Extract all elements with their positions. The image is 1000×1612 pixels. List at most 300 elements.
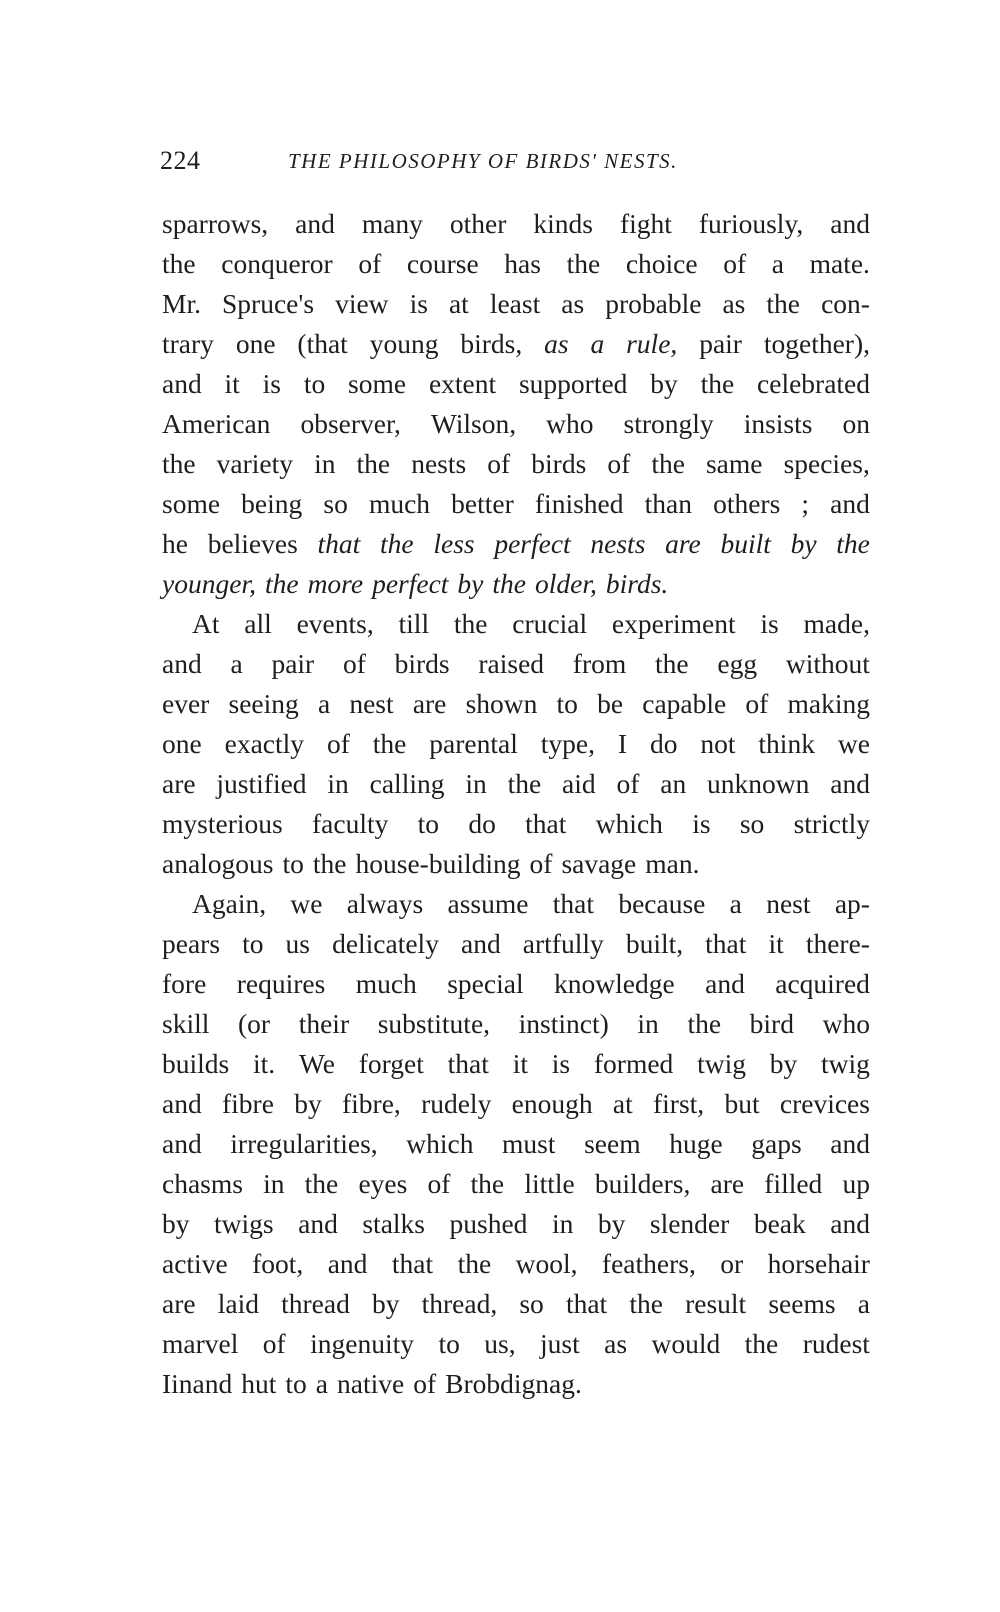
text-line — [162, 1004, 870, 1044]
word: young — [369, 328, 439, 359]
word: nest — [766, 888, 811, 919]
word: till — [398, 608, 430, 639]
word: slender — [649, 1208, 730, 1239]
text-line — [162, 604, 870, 644]
word: of — [487, 448, 511, 479]
word: the — [312, 848, 347, 879]
word: wool, — [515, 1248, 578, 1279]
word: feathers, — [601, 1248, 696, 1279]
word: not — [700, 728, 736, 759]
paragraph — [162, 204, 870, 604]
text-line — [162, 324, 870, 364]
paragraph — [162, 884, 870, 1404]
word: twig — [821, 1048, 870, 1079]
word: as — [722, 288, 746, 319]
word: ; — [801, 488, 810, 519]
word: who — [546, 408, 594, 439]
word: (or — [238, 1008, 271, 1039]
word: together), — [763, 328, 870, 359]
word: he — [162, 528, 188, 559]
word: are — [162, 1288, 196, 1319]
word: in — [327, 768, 349, 799]
word: of — [326, 728, 350, 759]
word: rudest — [802, 1328, 870, 1359]
word: just — [540, 1328, 580, 1359]
word: is — [551, 1048, 571, 1079]
word: by — [597, 1208, 626, 1239]
word: but — [724, 1088, 760, 1119]
word: that — [552, 888, 595, 919]
body-text — [162, 204, 870, 1404]
word: a — [230, 648, 243, 679]
word: birds, — [460, 328, 523, 359]
word: the — [304, 1168, 339, 1199]
word: nests — [590, 528, 646, 559]
word: in — [465, 768, 487, 799]
word: in — [263, 1168, 285, 1199]
word: to — [556, 688, 578, 719]
word: as — [561, 288, 585, 319]
word: and — [830, 768, 870, 799]
word: better — [451, 488, 514, 519]
word: species, — [783, 448, 870, 479]
word: the — [470, 1168, 505, 1199]
word: and — [830, 208, 870, 239]
word: must — [502, 1128, 556, 1159]
word: egg — [717, 648, 758, 679]
word: than — [644, 488, 692, 519]
word: horsehair — [767, 1248, 870, 1279]
word: the — [651, 448, 685, 479]
word: unknown — [707, 768, 810, 799]
word: fibre — [222, 1088, 274, 1119]
word: foot, — [252, 1248, 304, 1279]
word: us — [285, 928, 310, 959]
text-line — [162, 1084, 870, 1124]
word: stalks — [362, 1208, 425, 1239]
text-line — [162, 1204, 870, 1244]
word: the — [162, 448, 196, 479]
paragraph — [162, 604, 870, 884]
word: seem — [584, 1128, 641, 1159]
word: an — [660, 768, 687, 799]
text-line — [162, 1284, 870, 1324]
word: of — [413, 1368, 437, 1399]
word: strictly — [793, 808, 870, 839]
word: the — [700, 368, 735, 399]
word: of — [607, 448, 631, 479]
word: I — [617, 728, 628, 759]
text-line — [162, 1164, 870, 1204]
word: savage — [561, 848, 637, 879]
word: rudely — [421, 1088, 492, 1119]
word: and — [298, 1208, 338, 1239]
word: least — [489, 288, 541, 319]
word: and — [705, 968, 745, 999]
word: ever — [162, 688, 210, 719]
word: beak — [753, 1208, 806, 1239]
word: and — [830, 488, 870, 519]
word: that — [447, 1048, 489, 1079]
page-header — [160, 146, 880, 182]
word: is — [692, 808, 711, 839]
word: birds — [394, 648, 450, 679]
word: eyes — [358, 1168, 408, 1199]
word: the — [380, 528, 414, 559]
word: nests — [411, 448, 467, 479]
word: aid — [562, 768, 596, 799]
word: one — [235, 328, 276, 359]
text-line — [162, 404, 870, 444]
word: built — [720, 528, 771, 559]
text-line — [162, 564, 870, 604]
word: pushed — [449, 1208, 528, 1239]
word: some — [162, 488, 221, 519]
word: of — [529, 848, 553, 879]
word: the — [566, 248, 601, 279]
text-line — [162, 924, 870, 964]
running-title: THE PHILOSOPHY OF BIRDS' NESTS. — [288, 149, 678, 173]
word: in — [314, 448, 336, 479]
word: a — [315, 1368, 329, 1399]
word: always — [346, 888, 424, 919]
word: type, — [540, 728, 595, 759]
word: birds. — [605, 568, 669, 599]
word: the — [766, 288, 801, 319]
text-line — [162, 884, 870, 924]
word: to — [417, 808, 440, 839]
word: without — [785, 648, 870, 679]
word: it — [224, 368, 240, 399]
word: ap- — [834, 888, 870, 919]
word: as — [544, 328, 569, 359]
text-line — [162, 1244, 870, 1284]
word: older, — [535, 568, 597, 599]
word: calling — [369, 768, 445, 799]
word: requires — [236, 968, 326, 999]
word: sparrows, — [162, 208, 269, 239]
text-line — [162, 1364, 870, 1404]
word: we — [290, 888, 323, 919]
word: Iinand — [162, 1368, 233, 1399]
word: twig — [697, 1048, 746, 1079]
word: furiously, — [698, 208, 804, 239]
word: of — [342, 648, 366, 679]
word: Brobdignag. — [445, 1368, 582, 1399]
word: fibre, — [341, 1088, 401, 1119]
word: seeing — [228, 688, 299, 719]
word: pair — [271, 648, 315, 679]
word: who — [822, 1008, 870, 1039]
text-line — [162, 524, 870, 564]
word: by — [790, 528, 817, 559]
word: by — [650, 368, 678, 399]
word: the — [629, 1288, 663, 1319]
word: twigs — [214, 1208, 274, 1239]
word: at — [448, 288, 469, 319]
word: crevices — [779, 1088, 870, 1119]
word: artfully — [522, 928, 604, 959]
word: in — [551, 1208, 574, 1239]
word: pair — [699, 328, 742, 359]
word: supported — [518, 368, 628, 399]
word: are — [665, 528, 701, 559]
word: or — [720, 1248, 744, 1279]
word: as — [604, 1328, 628, 1359]
word: by — [769, 1048, 798, 1079]
word: view — [335, 288, 389, 319]
text-line — [162, 644, 870, 684]
word: a — [317, 688, 331, 719]
word: from — [572, 648, 627, 679]
word: shown — [465, 688, 538, 719]
text-line — [162, 1044, 870, 1084]
word: American — [162, 408, 271, 439]
word: gaps — [751, 1128, 802, 1159]
word: laid — [217, 1288, 259, 1319]
word: trary — [162, 328, 214, 359]
word: the — [687, 1008, 722, 1039]
word: a — [729, 888, 742, 919]
word: being — [241, 488, 303, 519]
word: pears — [162, 928, 221, 959]
word: probable — [605, 288, 702, 319]
word: perfect — [494, 528, 571, 559]
word: and — [162, 368, 202, 399]
word: Mr. — [162, 288, 201, 319]
text-line — [162, 964, 870, 1004]
word: is — [409, 288, 428, 319]
word: that — [317, 528, 361, 559]
word: Again, — [192, 888, 267, 919]
word: a — [771, 248, 784, 279]
word: builders, — [594, 1168, 691, 1199]
text-line — [162, 484, 870, 524]
word: because — [618, 888, 706, 919]
word: of — [616, 768, 640, 799]
text-line — [162, 364, 870, 404]
word: would — [651, 1328, 721, 1359]
word: by — [457, 568, 484, 599]
word: in — [637, 1008, 659, 1039]
word: finished — [534, 488, 624, 519]
word: native — [337, 1368, 405, 1399]
word: events, — [296, 608, 374, 639]
word: fore — [162, 968, 207, 999]
text-line — [162, 444, 870, 484]
word: a — [590, 328, 605, 359]
word: other — [449, 208, 507, 239]
word: that — [565, 1288, 608, 1319]
word: little — [524, 1168, 575, 1199]
word: their — [298, 1008, 350, 1039]
word: house-building — [355, 848, 521, 879]
word: it. — [253, 1048, 276, 1079]
word: At — [192, 608, 220, 639]
word: more — [307, 568, 364, 599]
word: chasms — [162, 1168, 243, 1199]
word: the — [453, 608, 488, 639]
word: substitute, — [377, 1008, 491, 1039]
word: marvel — [162, 1328, 239, 1359]
word: many — [361, 208, 423, 239]
word: same — [705, 448, 763, 479]
word: observer, — [300, 408, 401, 439]
word: are — [412, 688, 447, 719]
word: bird — [749, 1008, 794, 1039]
word: man. — [645, 848, 700, 879]
word: and — [327, 1248, 368, 1279]
word: at — [612, 1088, 633, 1119]
word: that — [391, 1248, 434, 1279]
word: is — [262, 368, 281, 399]
word: do — [468, 808, 496, 839]
word: choice — [625, 248, 698, 279]
text-line — [162, 724, 870, 764]
word: are — [162, 768, 196, 799]
word: assume — [447, 888, 529, 919]
word: Spruce's — [222, 288, 315, 319]
word: knowledge — [554, 968, 675, 999]
word: there- — [805, 928, 870, 959]
word: mysterious — [162, 808, 283, 839]
word: to — [438, 1328, 460, 1359]
word: of — [745, 688, 769, 719]
word: kinds — [533, 208, 593, 239]
word: hut — [241, 1368, 277, 1399]
word: the — [655, 648, 689, 679]
word: so — [519, 1288, 544, 1319]
text-line — [162, 764, 870, 804]
word: some — [348, 368, 407, 399]
word: conqueror — [221, 248, 333, 279]
word: to — [242, 928, 264, 959]
word: instinct) — [518, 1008, 609, 1039]
word: extent — [428, 368, 497, 399]
word: we — [837, 728, 870, 759]
word: making — [787, 688, 870, 719]
word: are — [710, 1168, 745, 1199]
word: all — [244, 608, 272, 639]
word: thread, — [421, 1288, 498, 1319]
word: of — [262, 1328, 286, 1359]
word: one — [162, 728, 202, 759]
word: enough — [511, 1088, 593, 1119]
text-line — [162, 204, 870, 244]
word: be — [597, 688, 624, 719]
word: seems — [768, 1288, 836, 1319]
word: to — [303, 368, 326, 399]
word: fight — [619, 208, 672, 239]
word: skill — [162, 1008, 210, 1039]
word: a — [857, 1288, 870, 1319]
word: the — [492, 568, 526, 599]
text-line — [162, 1124, 870, 1164]
word: of — [358, 248, 382, 279]
word: Wilson, — [430, 408, 517, 439]
text-line — [162, 244, 870, 284]
word: and — [461, 928, 501, 959]
text-line — [162, 804, 870, 844]
word: strongly — [623, 408, 714, 439]
word: variety — [216, 448, 294, 479]
word: by — [294, 1088, 322, 1119]
word: the — [162, 248, 196, 279]
word: so — [739, 808, 765, 839]
word: of — [723, 248, 747, 279]
word: much — [368, 488, 431, 519]
word: exactly — [224, 728, 305, 759]
text-line — [162, 844, 870, 884]
word: crucial — [512, 608, 588, 639]
page-number: 224 — [160, 146, 201, 175]
word: celebrated — [757, 368, 870, 399]
word: ingenuity — [310, 1328, 415, 1359]
word: younger, — [162, 568, 256, 599]
word: analogous — [162, 848, 274, 879]
word: it — [512, 1048, 528, 1079]
word: the — [836, 528, 870, 559]
word: We — [298, 1048, 335, 1079]
word: of — [427, 1168, 451, 1199]
word: insists — [743, 408, 813, 439]
word: and — [830, 1208, 870, 1239]
word: that — [705, 928, 747, 959]
word: which — [406, 1128, 474, 1159]
word: course — [406, 248, 479, 279]
word: up — [842, 1168, 870, 1199]
word: faculty — [312, 808, 389, 839]
word: and — [162, 648, 202, 679]
text-line — [162, 684, 870, 724]
word: perfect — [372, 568, 449, 599]
word: us, — [484, 1328, 516, 1359]
word: made, — [803, 608, 870, 639]
word: con- — [821, 288, 870, 319]
word: experiment — [611, 608, 736, 639]
word: less — [433, 528, 475, 559]
word: acquired — [775, 968, 870, 999]
word: delicately — [332, 928, 439, 959]
word: formed — [593, 1048, 674, 1079]
word: others — [713, 488, 781, 519]
word: justified — [216, 768, 307, 799]
word: parental — [429, 728, 518, 759]
word: and — [162, 1128, 202, 1159]
word: thread — [281, 1288, 350, 1319]
word: believes — [207, 528, 298, 559]
word: is — [760, 608, 779, 639]
word: and — [295, 208, 335, 239]
word: and — [830, 1128, 870, 1159]
word: on — [842, 408, 870, 439]
word: the — [744, 1328, 779, 1359]
word: built, — [625, 928, 684, 959]
word: filled — [764, 1168, 823, 1199]
word: special — [447, 968, 524, 999]
word: the — [264, 568, 299, 599]
word: (that — [297, 328, 348, 359]
word: has — [504, 248, 541, 279]
word: builds — [162, 1048, 230, 1079]
word: by — [162, 1208, 190, 1239]
word: nest — [349, 688, 394, 719]
word: by — [371, 1288, 400, 1319]
word: birds — [531, 448, 587, 479]
word: active — [162, 1248, 228, 1279]
word: the — [457, 1248, 492, 1279]
word: the — [356, 448, 391, 479]
